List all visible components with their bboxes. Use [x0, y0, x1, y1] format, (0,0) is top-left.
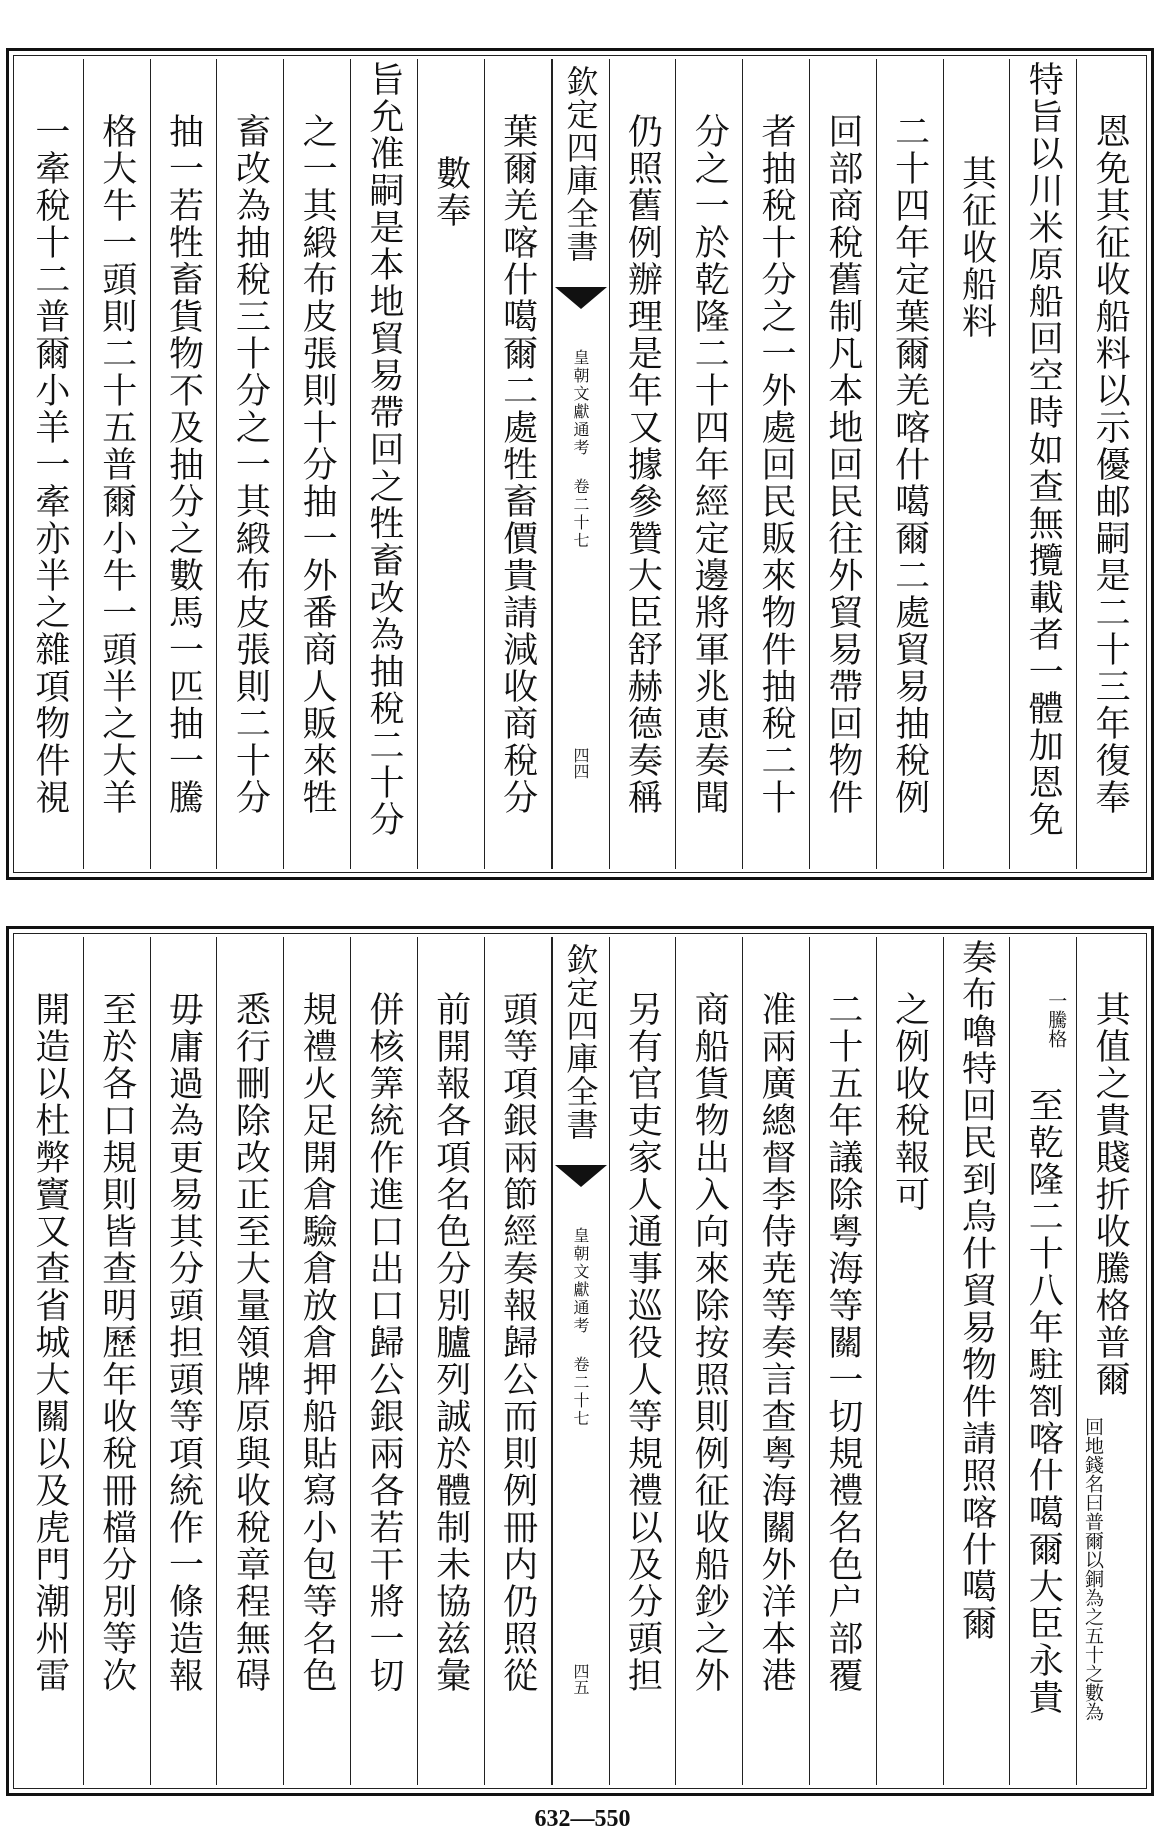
text-column [743, 937, 810, 1785]
inline-note: 回地錢名曰普爾以銅為之五十之數為 [1082, 1417, 1105, 1721]
text-column [1010, 59, 1077, 869]
text-column [17, 937, 84, 1785]
column-text: 抽一若牲畜貨物不及抽分之數馬一匹抽一騰 [163, 113, 204, 816]
column-text: 特旨以川米原船回空時如查無攬載者一體加恩免 [1023, 61, 1064, 838]
column-text: 悉行刪除改正至大量領牌原與收稅章程無碍 [230, 991, 271, 1694]
center-fold [552, 937, 610, 1785]
column-text: 者抽稅十分之一外處回民販來物件抽稅二十 [756, 113, 797, 816]
fishtail-mark-icon [555, 287, 607, 309]
book-title: 欽定四庫全書 [561, 65, 600, 263]
column-text: 併核筭統作進口出口歸公銀兩各若干將一切 [363, 991, 404, 1694]
bottom-columns [17, 937, 1143, 1785]
top-columns [17, 59, 1143, 869]
text-column [877, 59, 944, 869]
page-footer-number: 632—550 [534, 1806, 631, 1832]
fishtail-mark-icon [555, 1165, 607, 1187]
text-column [944, 59, 1011, 869]
column-text: 商船貨物出入向來除按照則例征收船鈔之外 [689, 991, 730, 1694]
column-text: 奏布嚕特回民到烏什貿易物件請照喀什噶爾 [956, 939, 997, 1642]
text-column [284, 937, 351, 1785]
text-column [877, 937, 944, 1785]
text-column [351, 937, 418, 1785]
text-column [217, 59, 284, 869]
column-text: 旨允准嗣是本地貿易帶回之牲畜改為抽稅二十分 [363, 61, 404, 838]
text-column [610, 937, 677, 1785]
column-text: 其征收船料 [956, 155, 997, 340]
text-column [485, 937, 552, 1785]
bottom-page [6, 926, 1154, 1796]
top-page [6, 48, 1154, 880]
volume-label: 皇朝文獻通考 卷二十七 [571, 1227, 590, 1428]
column-text: 分之一於乾隆二十四年經定邊將軍兆恵奏聞 [689, 113, 730, 816]
column-text: 准兩廣總督李侍尭等奏言查粤海關外洋本港 [756, 991, 797, 1694]
text-column [418, 937, 485, 1785]
column-text: 數奉 [430, 155, 471, 229]
column-text: 至於各口規則皆查明歷年收稅冊檔分別等次 [96, 991, 137, 1694]
text-column [944, 937, 1011, 1785]
text-column [1077, 937, 1143, 1785]
column-text: 毋庸過為更易其分頭担頭等項統作一條造報 [163, 991, 204, 1694]
text-column [284, 59, 351, 869]
column-text: 二十四年定葉爾羌喀什噶爾二處貿易抽稅例 [889, 113, 930, 816]
folio-number: 四五 [571, 1663, 590, 1695]
text-column [1010, 937, 1077, 1785]
column-text: 二十五年議除粤海等關一切規禮名色户部覆 [822, 991, 863, 1694]
text-column [676, 59, 743, 869]
text-column [810, 59, 877, 869]
book-title: 欽定四庫全書 [561, 943, 600, 1141]
inline-note: 一騰格 [1045, 991, 1068, 1048]
center-fold [552, 59, 610, 869]
text-column [84, 59, 151, 869]
column-text: 前開報各項名色分別臚列誠於體制未協兹彙 [430, 991, 471, 1694]
text-column [743, 59, 810, 869]
text-column [418, 59, 485, 869]
column-text: 一牽稅十二普爾小羊一牽亦半之雜項物件視 [29, 113, 70, 816]
column-text: 仍照舊例辦理是年又據參贊大臣舒赫德奏稱 [622, 113, 663, 816]
text-column [1077, 59, 1143, 869]
text-column [676, 937, 743, 1785]
text-column [17, 59, 84, 869]
column-text: 葉爾羌喀什噶爾二處牲畜價貴請減收商稅分 [497, 113, 538, 816]
column-text: 之一其緞布皮張則十分抽一外番商人販來牲 [297, 113, 338, 816]
text-column [84, 937, 151, 1785]
column-text: 回部商稅舊制凡本地回民往外貿易帶回物件 [822, 113, 863, 816]
column-text: 開造以杜弊竇又查省城大關以及虎門潮州雷 [29, 991, 70, 1694]
column-text: 之例收稅報可 [889, 991, 930, 1213]
column-text: 格大牛一頭則二十五普爾小牛一頭半之大羊 [96, 113, 137, 816]
column-text: 另有官吏家人通事巡役人等規禮以及分頭担 [622, 991, 663, 1694]
text-column [485, 59, 552, 869]
text-column [810, 937, 877, 1785]
column-text: 規禮火足開倉驗倉放倉押船貼寫小包等名色 [297, 991, 338, 1694]
text-column [151, 59, 218, 869]
column-text: 至乾隆二十八年駐劄喀什噶爾大臣永貴 [1023, 1087, 1064, 1716]
text-column [217, 937, 284, 1785]
text-column [351, 59, 418, 869]
text-column [151, 937, 218, 1785]
column-text: 其值之貴賤折收騰格普爾 [1090, 991, 1131, 1398]
text-column [610, 59, 677, 869]
column-text: 畜改為抽稅三十分之一其緞布皮張則二十分 [230, 113, 271, 816]
volume-label: 皇朝文獻通考 卷二十七 [571, 349, 590, 550]
column-text: 頭等項銀兩節經奏報歸公而則例冊内仍照從 [497, 991, 538, 1694]
folio-number: 四四 [571, 747, 590, 779]
column-text: 恩免其征收船料以示優邮嗣是二十三年復奉 [1090, 113, 1131, 816]
